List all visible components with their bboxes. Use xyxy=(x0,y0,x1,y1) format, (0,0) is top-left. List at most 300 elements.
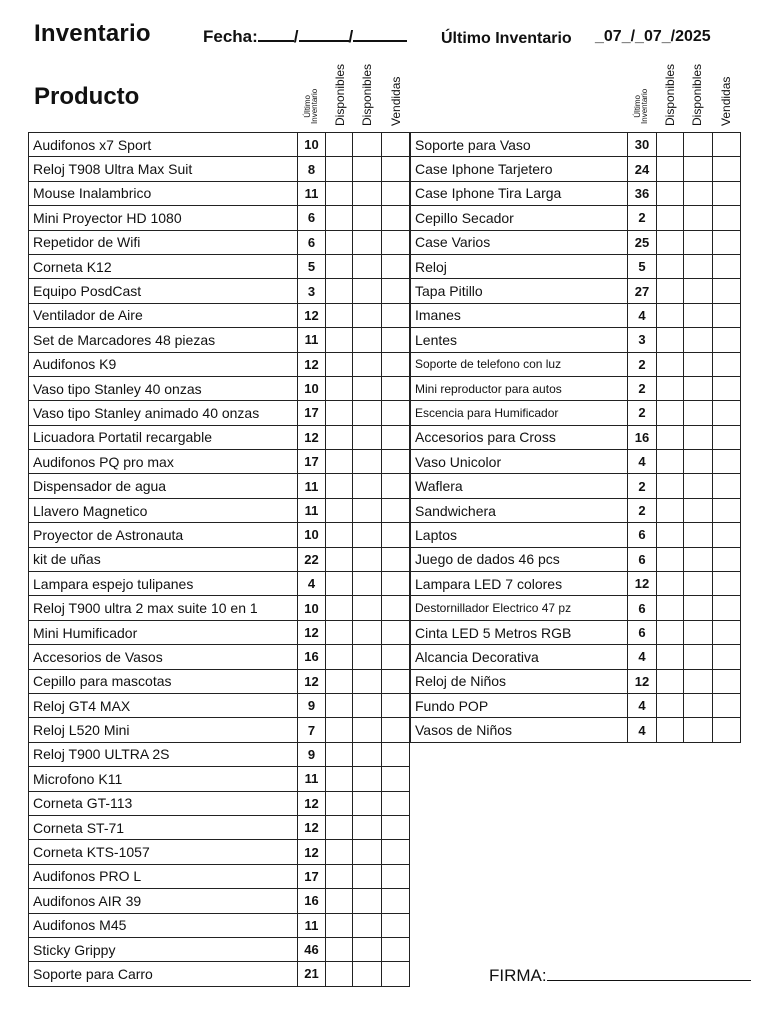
vendidas-cell[interactable] xyxy=(382,620,410,644)
disponibles-1-cell[interactable] xyxy=(657,303,684,327)
disponibles-2-cell[interactable] xyxy=(353,206,382,230)
ultimo-inventario-qty: 12 xyxy=(298,620,326,644)
disponibles-1-cell[interactable] xyxy=(657,693,684,717)
disponibles-2-cell[interactable] xyxy=(684,401,713,425)
disponibles-2-cell[interactable] xyxy=(684,254,713,278)
ultimo-inventario-qty: 6 xyxy=(628,596,657,620)
ultimo-inventario-qty: 16 xyxy=(628,425,657,449)
disponibles-2-cell[interactable] xyxy=(353,474,382,498)
fecha-field: Fecha: / / xyxy=(203,27,407,47)
disponibles-1-cell[interactable] xyxy=(657,572,684,596)
disponibles-2-cell[interactable] xyxy=(684,328,713,352)
disponibles-2-cell[interactable] xyxy=(684,620,713,644)
right-table-row xyxy=(411,230,741,254)
disponibles-1-cell[interactable] xyxy=(657,596,684,620)
product-name: Vaso tipo Stanley animado 40 onzas xyxy=(29,401,298,425)
ultimo-inventario-qty: 5 xyxy=(298,254,326,278)
disponibles-1-cell[interactable] xyxy=(657,230,684,254)
disponibles-1-cell[interactable] xyxy=(657,279,684,303)
vendidas-cell[interactable] xyxy=(382,815,410,839)
product-name: Reloj T900 ULTRA 2S xyxy=(29,742,298,766)
disponibles-2-cell[interactable] xyxy=(684,279,713,303)
disponibles-1-cell[interactable] xyxy=(326,645,353,669)
ultimo-inventario-qty: 10 xyxy=(298,596,326,620)
disponibles-2-cell[interactable] xyxy=(353,718,382,742)
disponibles-1-cell[interactable] xyxy=(657,206,684,230)
vendidas-cell[interactable] xyxy=(713,303,741,327)
firma-field xyxy=(489,965,751,986)
vendidas-cell[interactable] xyxy=(713,425,741,449)
disponibles-2-cell[interactable] xyxy=(684,693,713,717)
left-table-row xyxy=(29,157,410,181)
left-table-row xyxy=(29,230,410,254)
vendidas-cell[interactable] xyxy=(382,523,410,547)
vendidas-cell[interactable] xyxy=(382,474,410,498)
disponibles-2-cell[interactable] xyxy=(353,742,382,766)
vendidas-cell[interactable] xyxy=(382,401,410,425)
product-name: Proyector de Astronauta xyxy=(29,523,298,547)
disponibles-2-cell[interactable] xyxy=(353,767,382,791)
vendidas-cell[interactable] xyxy=(382,596,410,620)
vendidas-cell[interactable] xyxy=(382,645,410,669)
vendidas-cell[interactable] xyxy=(382,328,410,352)
right-header-vendidas: Vendidas xyxy=(719,76,733,126)
disponibles-1-cell[interactable] xyxy=(326,937,353,961)
disponibles-2-cell[interactable] xyxy=(353,572,382,596)
ultimo-inventario-qty: 12 xyxy=(298,791,326,815)
left-table-row xyxy=(29,962,410,986)
product-name: Reloj L520 Mini xyxy=(29,718,298,742)
disponibles-1-cell[interactable] xyxy=(657,401,684,425)
vendidas-cell[interactable] xyxy=(713,523,741,547)
disponibles-1-cell[interactable] xyxy=(326,181,353,205)
disponibles-1-cell[interactable] xyxy=(657,450,684,474)
product-name: Case Iphone Tarjetero xyxy=(411,157,628,181)
ultimo-inventario-qty: 10 xyxy=(298,376,326,400)
vendidas-cell[interactable] xyxy=(382,352,410,376)
left-table-row xyxy=(29,767,410,791)
disponibles-1-cell[interactable] xyxy=(657,328,684,352)
product-name: Vasos de Niños xyxy=(411,718,628,742)
vendidas-cell[interactable] xyxy=(382,742,410,766)
disponibles-1-cell[interactable] xyxy=(326,572,353,596)
disponibles-1-cell[interactable] xyxy=(326,425,353,449)
disponibles-1-cell[interactable] xyxy=(657,718,684,742)
left-header-disponibles-1: Disponibles xyxy=(333,63,347,126)
disponibles-1-cell[interactable] xyxy=(657,425,684,449)
disponibles-2-cell[interactable] xyxy=(353,620,382,644)
disponibles-2-cell[interactable] xyxy=(353,913,382,937)
vendidas-cell[interactable] xyxy=(382,157,410,181)
disponibles-2-cell[interactable] xyxy=(353,815,382,839)
vendidas-cell[interactable] xyxy=(382,718,410,742)
product-name: Mini reproductor para autos xyxy=(411,376,628,400)
disponibles-2-cell[interactable] xyxy=(684,572,713,596)
right-inventory-table xyxy=(410,132,741,743)
left-header-disponibles-2: Disponibles xyxy=(360,63,374,126)
product-name: Cepillo para mascotas xyxy=(29,669,298,693)
vendidas-cell[interactable] xyxy=(713,206,741,230)
disponibles-2-cell[interactable] xyxy=(353,962,382,986)
vendidas-cell[interactable] xyxy=(713,645,741,669)
vendidas-cell[interactable] xyxy=(382,303,410,327)
vendidas-cell[interactable] xyxy=(382,425,410,449)
right-table-row xyxy=(411,157,741,181)
disponibles-2-cell[interactable] xyxy=(353,937,382,961)
ultimo-inventario-qty: 11 xyxy=(298,474,326,498)
left-table-row xyxy=(29,376,410,400)
right-table-row xyxy=(411,303,741,327)
left-table-row xyxy=(29,352,410,376)
product-name: Case Varios xyxy=(411,230,628,254)
ultimo-inventario-qty: 17 xyxy=(298,450,326,474)
vendidas-cell[interactable] xyxy=(382,498,410,522)
disponibles-2-cell[interactable] xyxy=(353,889,382,913)
left-header-vendidas: Vendidas xyxy=(389,76,403,126)
disponibles-1-cell[interactable] xyxy=(326,254,353,278)
disponibles-1-cell[interactable] xyxy=(326,474,353,498)
product-name: Tapa Pitillo xyxy=(411,279,628,303)
disponibles-2-cell[interactable] xyxy=(353,864,382,888)
ultimo-inventario-qty: 17 xyxy=(298,401,326,425)
vendidas-cell[interactable] xyxy=(382,376,410,400)
disponibles-2-cell[interactable] xyxy=(684,303,713,327)
ultimo-inventario-qty: 11 xyxy=(298,767,326,791)
page-title: Inventario xyxy=(34,20,151,47)
right-table-row xyxy=(411,352,741,376)
disponibles-2-cell[interactable] xyxy=(353,669,382,693)
disponibles-2-cell[interactable] xyxy=(684,669,713,693)
disponibles-1-cell[interactable] xyxy=(326,401,353,425)
ultimo-inventario-qty: 2 xyxy=(628,474,657,498)
left-table-row xyxy=(29,645,410,669)
disponibles-1-cell[interactable] xyxy=(326,815,353,839)
left-table-row xyxy=(29,450,410,474)
disponibles-2-cell[interactable] xyxy=(684,498,713,522)
disponibles-2-cell[interactable] xyxy=(353,547,382,571)
disponibles-2-cell[interactable] xyxy=(684,523,713,547)
vendidas-cell[interactable] xyxy=(713,450,741,474)
ultimo-inventario-qty: 5 xyxy=(628,254,657,278)
disponibles-2-cell[interactable] xyxy=(353,791,382,815)
disponibles-1-cell[interactable] xyxy=(326,620,353,644)
disponibles-2-cell[interactable] xyxy=(353,303,382,327)
disponibles-1-cell[interactable] xyxy=(326,669,353,693)
vendidas-cell[interactable] xyxy=(382,450,410,474)
right-table-row xyxy=(411,328,741,352)
product-name: Audifonos K9 xyxy=(29,352,298,376)
product-name: Equipo PosdCast xyxy=(29,279,298,303)
disponibles-1-cell[interactable] xyxy=(326,450,353,474)
left-table-row xyxy=(29,547,410,571)
disponibles-1-cell[interactable] xyxy=(326,840,353,864)
vendidas-cell[interactable] xyxy=(713,328,741,352)
vendidas-cell[interactable] xyxy=(382,230,410,254)
disponibles-2-cell[interactable] xyxy=(353,596,382,620)
vendidas-cell[interactable] xyxy=(713,230,741,254)
product-name: Alcancia Decorativa xyxy=(411,645,628,669)
vendidas-cell[interactable] xyxy=(382,889,410,913)
disponibles-2-cell[interactable] xyxy=(353,498,382,522)
product-name: Set de Marcadores 48 piezas xyxy=(29,328,298,352)
disponibles-1-cell[interactable] xyxy=(326,523,353,547)
product-name: Imanes xyxy=(411,303,628,327)
disponibles-1-cell[interactable] xyxy=(657,669,684,693)
disponibles-2-cell[interactable] xyxy=(353,133,382,157)
disponibles-2-cell[interactable] xyxy=(353,254,382,278)
ultimo-inventario-qty: 6 xyxy=(298,230,326,254)
disponibles-2-cell[interactable] xyxy=(353,352,382,376)
disponibles-1-cell[interactable] xyxy=(657,620,684,644)
disponibles-1-cell[interactable] xyxy=(326,352,353,376)
disponibles-1-cell[interactable] xyxy=(657,523,684,547)
disponibles-2-cell[interactable] xyxy=(684,547,713,571)
product-name: Audifonos x7 Sport xyxy=(29,133,298,157)
ultimo-inventario-qty: 12 xyxy=(298,669,326,693)
ultimo-inventario-qty: 11 xyxy=(298,328,326,352)
product-name: Lampara espejo tulipanes xyxy=(29,572,298,596)
product-name: Sticky Grippy xyxy=(29,937,298,961)
product-name: Juego de dados 46 pcs xyxy=(411,547,628,571)
disponibles-1-cell[interactable] xyxy=(326,279,353,303)
vendidas-cell[interactable] xyxy=(713,669,741,693)
right-header-disponibles-2: Disponibles xyxy=(690,63,704,126)
disponibles-1-cell[interactable] xyxy=(326,718,353,742)
disponibles-1-cell[interactable] xyxy=(326,328,353,352)
vendidas-cell[interactable] xyxy=(382,206,410,230)
disponibles-1-cell[interactable] xyxy=(326,157,353,181)
disponibles-2-cell[interactable] xyxy=(353,693,382,717)
product-name: Cepillo Secador xyxy=(411,206,628,230)
vendidas-cell[interactable] xyxy=(382,767,410,791)
right-table-row xyxy=(411,596,741,620)
disponibles-2-cell[interactable] xyxy=(353,450,382,474)
disponibles-2-cell[interactable] xyxy=(684,596,713,620)
vendidas-cell[interactable] xyxy=(382,913,410,937)
left-table-row xyxy=(29,889,410,913)
disponibles-2-cell[interactable] xyxy=(353,279,382,303)
disponibles-2-cell[interactable] xyxy=(353,157,382,181)
disponibles-2-cell[interactable] xyxy=(684,718,713,742)
vendidas-cell[interactable] xyxy=(382,254,410,278)
product-name: Soporte para Vaso xyxy=(411,133,628,157)
product-name: Reloj T900 ultra 2 max suite 10 en 1 xyxy=(29,596,298,620)
product-name: Fundo POP xyxy=(411,693,628,717)
right-table-row xyxy=(411,645,741,669)
ultimo-inventario-qty: 12 xyxy=(628,669,657,693)
disponibles-1-cell[interactable] xyxy=(326,742,353,766)
vendidas-cell[interactable] xyxy=(713,254,741,278)
vendidas-cell[interactable] xyxy=(382,279,410,303)
ultimo-inventario-qty: 8 xyxy=(298,157,326,181)
left-table-row xyxy=(29,864,410,888)
left-table-row xyxy=(29,279,410,303)
disponibles-1-cell[interactable] xyxy=(657,376,684,400)
disponibles-2-cell[interactable] xyxy=(684,450,713,474)
vendidas-cell[interactable] xyxy=(382,572,410,596)
ultimo-inventario-qty: 25 xyxy=(628,230,657,254)
right-table-row xyxy=(411,401,741,425)
product-name: Reloj T908 Ultra Max Suit xyxy=(29,157,298,181)
vendidas-cell[interactable] xyxy=(713,498,741,522)
vendidas-cell[interactable] xyxy=(713,279,741,303)
product-name: Audifonos PRO L xyxy=(29,864,298,888)
disponibles-1-cell[interactable] xyxy=(326,206,353,230)
product-name: Licuadora Portatil recargable xyxy=(29,425,298,449)
vendidas-cell[interactable] xyxy=(382,791,410,815)
ultimo-inventario-qty: 4 xyxy=(628,645,657,669)
disponibles-2-cell[interactable] xyxy=(353,230,382,254)
disponibles-1-cell[interactable] xyxy=(326,303,353,327)
vendidas-cell[interactable] xyxy=(713,474,741,498)
disponibles-2-cell[interactable] xyxy=(684,645,713,669)
left-table-row xyxy=(29,181,410,205)
ultimo-inventario-qty: 12 xyxy=(298,815,326,839)
disponibles-2-cell[interactable] xyxy=(684,133,713,157)
disponibles-1-cell[interactable] xyxy=(326,767,353,791)
right-table-row xyxy=(411,572,741,596)
ultimo-inventario-qty: 46 xyxy=(298,937,326,961)
vendidas-cell[interactable] xyxy=(382,840,410,864)
disponibles-1-cell[interactable] xyxy=(326,693,353,717)
vendidas-cell[interactable] xyxy=(713,352,741,376)
vendidas-cell[interactable] xyxy=(382,937,410,961)
ultimo-inventario-qty: 16 xyxy=(298,645,326,669)
left-table-row xyxy=(29,523,410,547)
ultimo-inventario-qty: 9 xyxy=(298,693,326,717)
disponibles-1-cell[interactable] xyxy=(326,596,353,620)
right-table-row xyxy=(411,547,741,571)
disponibles-2-cell[interactable] xyxy=(684,206,713,230)
disponibles-1-cell[interactable] xyxy=(326,230,353,254)
right-table-row xyxy=(411,620,741,644)
product-name: Sandwichera xyxy=(411,498,628,522)
disponibles-2-cell[interactable] xyxy=(353,425,382,449)
vendidas-cell[interactable] xyxy=(382,181,410,205)
disponibles-2-cell[interactable] xyxy=(684,157,713,181)
disponibles-2-cell[interactable] xyxy=(353,376,382,400)
disponibles-2-cell[interactable] xyxy=(684,376,713,400)
disponibles-2-cell[interactable] xyxy=(353,645,382,669)
disponibles-1-cell[interactable] xyxy=(657,352,684,376)
vendidas-cell[interactable] xyxy=(382,669,410,693)
ultimo-inventario-qty: 22 xyxy=(298,547,326,571)
disponibles-1-cell[interactable] xyxy=(657,157,684,181)
product-name: kit de uñas xyxy=(29,547,298,571)
disponibles-1-cell[interactable] xyxy=(657,547,684,571)
disponibles-2-cell[interactable] xyxy=(353,401,382,425)
left-table-row xyxy=(29,303,410,327)
fecha-day-blank[interactable] xyxy=(258,28,294,42)
ultimo-inventario-date: _07_/_07_/2025 xyxy=(595,28,711,45)
disponibles-1-cell[interactable] xyxy=(326,864,353,888)
right-table-row xyxy=(411,376,741,400)
vendidas-cell[interactable] xyxy=(382,693,410,717)
disponibles-2-cell[interactable] xyxy=(353,840,382,864)
product-name: Mini Humificador xyxy=(29,620,298,644)
disponibles-1-cell[interactable] xyxy=(657,254,684,278)
vendidas-cell[interactable] xyxy=(713,376,741,400)
firma-signature-line[interactable] xyxy=(547,965,751,981)
disponibles-2-cell[interactable] xyxy=(684,352,713,376)
vendidas-cell[interactable] xyxy=(713,718,741,742)
disponibles-1-cell[interactable] xyxy=(657,133,684,157)
disponibles-2-cell[interactable] xyxy=(684,425,713,449)
ultimo-inventario-qty: 3 xyxy=(628,328,657,352)
ultimo-inventario-qty: 24 xyxy=(628,157,657,181)
product-name: Repetidor de Wifi xyxy=(29,230,298,254)
disponibles-2-cell[interactable] xyxy=(353,328,382,352)
vendidas-cell[interactable] xyxy=(382,962,410,986)
ultimo-inventario-qty: 36 xyxy=(628,181,657,205)
disponibles-2-cell[interactable] xyxy=(684,474,713,498)
disponibles-1-cell[interactable] xyxy=(326,547,353,571)
disponibles-1-cell[interactable] xyxy=(657,645,684,669)
ultimo-inventario-qty: 6 xyxy=(628,547,657,571)
vendidas-cell[interactable] xyxy=(713,572,741,596)
vendidas-cell[interactable] xyxy=(713,133,741,157)
product-name: Lampara LED 7 colores xyxy=(411,572,628,596)
left-table-row xyxy=(29,791,410,815)
disponibles-1-cell[interactable] xyxy=(657,474,684,498)
right-table-row xyxy=(411,425,741,449)
vendidas-cell[interactable] xyxy=(713,596,741,620)
product-name: Corneta K12 xyxy=(29,254,298,278)
ultimo-inventario-qty: 2 xyxy=(628,401,657,425)
product-name: Accesorios para Cross xyxy=(411,425,628,449)
vendidas-cell[interactable] xyxy=(713,401,741,425)
disponibles-1-cell[interactable] xyxy=(326,962,353,986)
product-name: Ventilador de Aire xyxy=(29,303,298,327)
disponibles-1-cell[interactable] xyxy=(326,791,353,815)
right-table-row xyxy=(411,693,741,717)
disponibles-1-cell[interactable] xyxy=(326,133,353,157)
ultimo-inventario-qty: 12 xyxy=(628,572,657,596)
left-table-row xyxy=(29,401,410,425)
left-table-row xyxy=(29,474,410,498)
disponibles-2-cell[interactable] xyxy=(353,523,382,547)
disponibles-1-cell[interactable] xyxy=(326,376,353,400)
product-name: Case Iphone Tira Larga xyxy=(411,181,628,205)
vendidas-cell[interactable] xyxy=(713,620,741,644)
disponibles-2-cell[interactable] xyxy=(684,181,713,205)
vendidas-cell[interactable] xyxy=(713,547,741,571)
right-table-row xyxy=(411,206,741,230)
vendidas-cell[interactable] xyxy=(382,133,410,157)
vendidas-cell[interactable] xyxy=(382,547,410,571)
ultimo-inventario-qty: 11 xyxy=(298,913,326,937)
product-name: Audifonos M45 xyxy=(29,913,298,937)
product-name: Reloj GT4 MAX xyxy=(29,693,298,717)
disponibles-1-cell[interactable] xyxy=(326,889,353,913)
producto-heading: Producto xyxy=(34,83,140,110)
left-header-ultimo: Último Inventario xyxy=(302,88,319,124)
ultimo-inventario-qty: 4 xyxy=(628,693,657,717)
disponibles-2-cell[interactable] xyxy=(684,230,713,254)
ultimo-inventario-qty: 4 xyxy=(628,450,657,474)
disponibles-2-cell[interactable] xyxy=(353,181,382,205)
disponibles-1-cell[interactable] xyxy=(657,498,684,522)
left-table-row xyxy=(29,693,410,717)
vendidas-cell[interactable] xyxy=(382,864,410,888)
disponibles-1-cell[interactable] xyxy=(657,181,684,205)
vendidas-cell[interactable] xyxy=(713,157,741,181)
vendidas-cell[interactable] xyxy=(713,693,741,717)
disponibles-1-cell[interactable] xyxy=(326,498,353,522)
disponibles-1-cell[interactable] xyxy=(326,913,353,937)
ultimo-inventario-qty: 4 xyxy=(628,718,657,742)
vendidas-cell[interactable] xyxy=(713,181,741,205)
